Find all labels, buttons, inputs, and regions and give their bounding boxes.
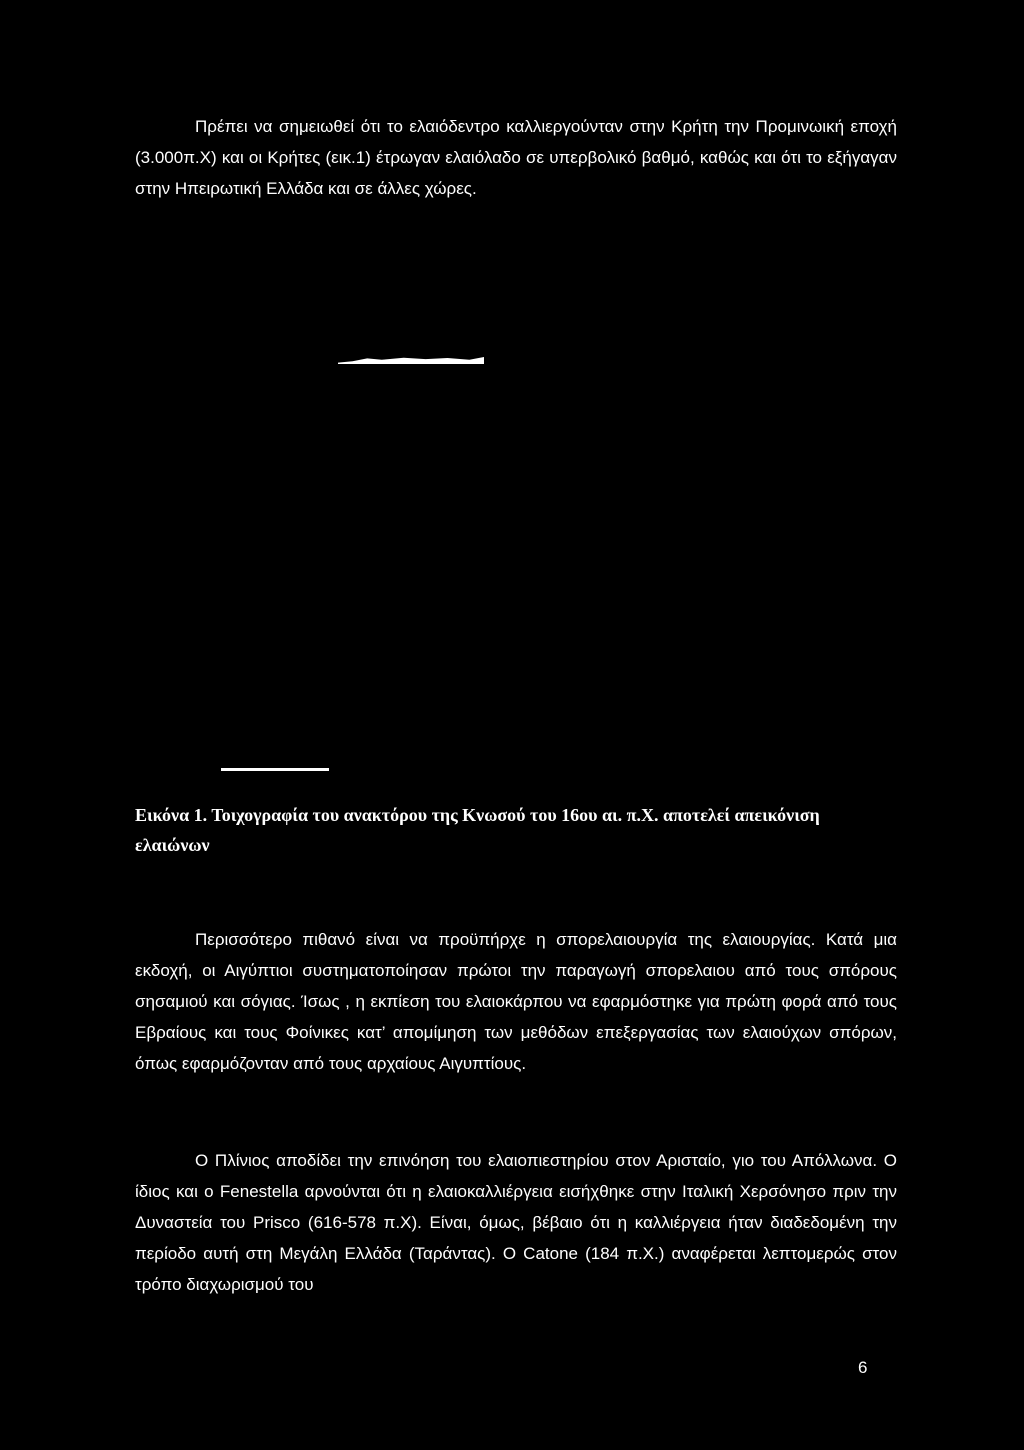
figure-scan-artifact-bottom	[221, 768, 329, 771]
figure-scan-artifact-top	[338, 357, 484, 364]
paragraph-minoan-olive	[135, 111, 897, 204]
figure-caption: Εικόνα 1. Τοιχογραφία του ανακτόρου της Κνωσού του 16ου αι. π.Χ. αποτελεί απεικόνιση ελαιώνων	[135, 805, 820, 855]
paragraph-text: Περισσότερο πιθανό είναι να προϋπήρχε η σπορελαιουργία της ελαιουργίας. Κατά μια εκδοχή, οι Αιγύπτιοι συστηματοποίησαν πρώτοι την παραγωγή σπορελαιου από τους σπόρους σησαμιού και σόγιας. Ίσως , η εκπίεση του ελαιοκάρπου να εφαρμόστηκε για πρώτη φορά από τους Εβραίους και τους Φοίνικες κατ’ απομίμηση των μεθόδων επεξεργασίας των ελαιούχων σπόρων, όπως εφαρμόζονταν από τους αρχαίους Αιγυπτίους.	[135, 930, 897, 1073]
paragraph-text: Πρέπει να σημειωθεί ότι το ελαιόδεντρο καλλιεργούνταν στην Κρήτη την Προμινωική εποχή (3.000π.Χ) και οι Κρήτες (εικ.1) έτρωγαν ελαιόλαδο σε υπερβολικό βαθμό, καθώς και ότι το εξήγαγαν στην Ηπειρωτική Ελλάδα και σε άλλες χώρες.	[135, 117, 897, 198]
figure-knossos-fresco	[215, 345, 515, 775]
paragraph-pliny	[135, 1145, 897, 1300]
page-number: 6	[858, 1358, 868, 1377]
paragraph-text: Ο Πλίνιος αποδίδει την επινόηση του ελαιοπιεστηρίου στον Αρισταίο, γιο του Απόλλωνα. Ο ίδιος και ο Fenestella αρνούνται ότι η ελαιοκαλλιέργεια εισήχθηκε στην Ιταλική Χερσόνησο πριν την Δυναστεία του Prisco (616-578 π.Χ). Είναι, όμως, βέβαιο ότι η καλλιέργεια ήταν διαδεδομένη την περίοδο αυτή στη Μεγάλη Ελλάδα (Ταράντας). Ο Catone (184 π.Χ.) αναφέρεται λεπτομερώς στον τρόπο διαχωρισμού του	[135, 1151, 897, 1294]
paragraph-seed-oil	[135, 924, 897, 1079]
